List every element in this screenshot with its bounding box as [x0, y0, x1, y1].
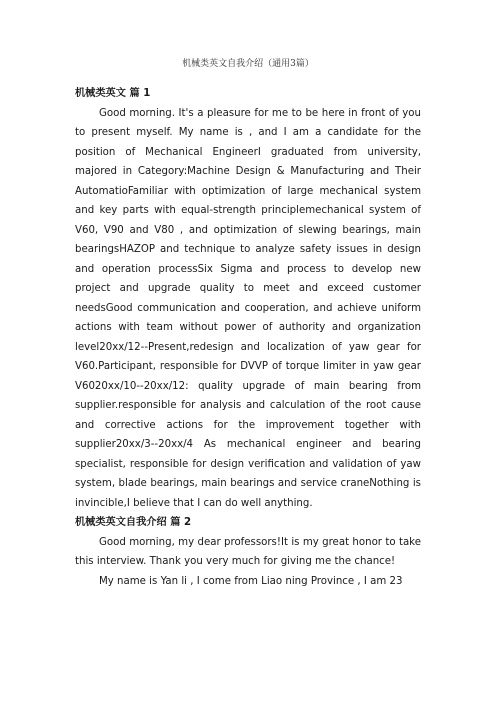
section-2-title: 机械类英文自我介绍 篇 2: [75, 517, 192, 528]
section-2-paragraph-1: Good morning, my dear professors!It is my great honor to take this interview. Thank you very much for giving me the chance!: [75, 536, 421, 567]
page-header: 机械类英文自我介绍（通用3篇）: [182, 59, 314, 69]
section-1-title: 机械类英文 篇 1: [75, 88, 151, 99]
section-1-paragraph-1: Good morning. It's a pleasure for me to be here in front of you to present myself. My name is , and I am a candidate for the position of Mechanical EngineerI graduated from university, majored in Category:Machine Design & Manufacturing and Their AutomatioFamiliar with optimization of large mechanical system and key parts with equal-strength principlemechanical system of V60, V90 and V80 , and optimization of slewing bearings, main bearingsHAZOP and technique to analyze safety issues in design and operation processSix Sigma and process to develop new project and upgrade quality to meet and exceed customer needsGood communication and cooperation, and achieve uniform actions with team without power of authority and organization level20xx/12--Present,redesign and localization of yaw gear for V60.Participant, responsible for DVVP of torque limiter in yaw gear V6020xx/10--20xx/12: quality upgrade of main bearing from supplier.responsible for analysis and calculation of the root cause and corrective actions for the improvement together with supplier20xx/3--20xx/4 As mechanical engineer and bearing specialist, responsible for design verification and validation of yaw system, blade bearings, main bearings and service craneNothing is invincible,I believe that I can do well anything.: [75, 107, 421, 509]
section-2: [75, 513, 421, 591]
section-1: [75, 84, 421, 513]
section-2-paragraph-2: My name is Yan li , I come from Liao ning Province , I am 23: [99, 575, 403, 587]
